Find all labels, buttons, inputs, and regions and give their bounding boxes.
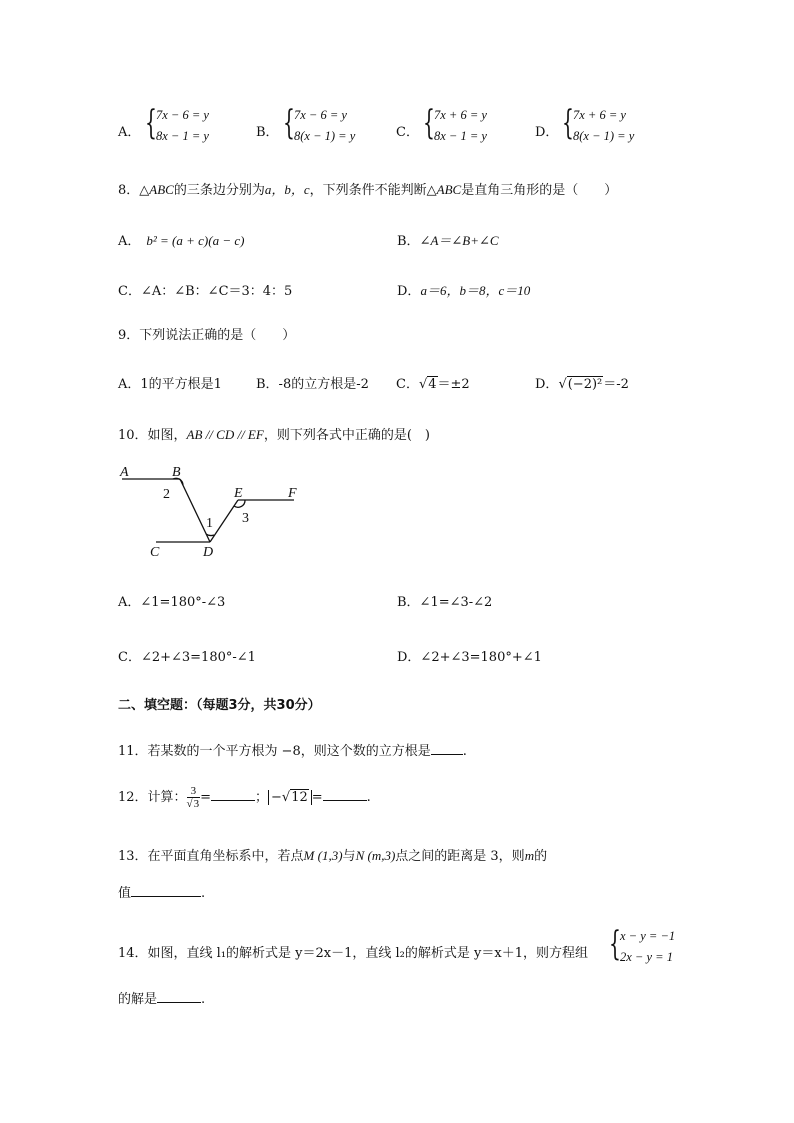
q13-text-2: 与 [342,849,356,864]
q8-b-label: B． [397,234,420,249]
fig-label-e: E [234,486,243,501]
q12 [118,785,371,815]
q13-var-m: m [524,848,535,863]
section-2-title: 二、填空题：（每题3分，共30分） [118,698,321,713]
q10-option-a: A．∠1=180°-∠3 [118,595,226,610]
q12-numerator: 3 [187,785,201,798]
q7-option-c-system: { 7x + 6 = y 8x − 1 = y [423,103,487,143]
q7-c-eq1: 7x + 6 = y [434,108,487,122]
q9-c-radicand: 4 [428,377,437,392]
q13-line-2-text: 值 [118,886,132,901]
q14-end: . [201,992,206,1007]
q8-c-label: C． [118,284,141,299]
q7-b-eq2: 8(x − 1) = y [294,129,356,143]
q12-fraction [187,785,201,810]
q12-denominator: 3 [193,798,200,810]
fig-label-f: F [288,486,297,501]
q9-c-rest: ＝±2 [437,377,470,392]
fig-label-c: C [150,545,160,560]
q13-line-2 [118,882,205,901]
sqrt-icon: √ [558,377,567,392]
q10-stem [118,424,430,443]
fig-label-2: 2 [163,487,170,502]
q12-answer-blank-2[interactable] [323,788,367,801]
q14-line-2-text: 的解是 [118,992,158,1007]
q7-d-eq1: 7x + 6 = y [573,108,626,122]
q8-d-label: D． [397,284,421,299]
q8-stem-text-3: 是直角三角形的是（ ） [461,183,618,198]
q8-d-expr: a＝6，b＝8，c＝10 [420,283,531,298]
q9-d-rest: ＝-2 [603,377,629,392]
q13-text-4: 的 [534,849,548,864]
q11-end: . [462,744,467,759]
q12-equals: = [200,790,211,805]
q8-sides: a，b，c [264,182,310,197]
q9-d-label: D． [535,377,559,392]
fig-label-d: D [203,545,214,560]
q12-minus: − [271,790,282,805]
q10-figure [118,460,318,560]
q7-option-d-label: D． [535,125,559,140]
q9-option-d [535,373,629,392]
q8-c-expr: ∠A：∠B：∠C＝3：4：5 [140,284,293,299]
q14-eq1: x − y = −1 [620,929,676,943]
q10-stem-text-2: ，则下列各式中正确的是( ) [263,428,430,443]
q7-a-eq1: 7x − 6 = y [156,108,209,122]
q10-option-c: C．∠2+∠3=180°-∠1 [118,650,256,665]
q10-option-b: B．∠1=∠3-∠2 [397,595,493,610]
q14-system: { x − y = −1 2x − y = 1 [609,924,676,964]
q9-option-c [396,373,470,392]
q10-stem-text-1: 10．如图， [118,428,187,443]
q13-text-1: 13．在平面直角坐标系中，若点 [118,849,304,864]
q8-a-expr: b² = (a + c)(a − c) [146,233,245,248]
angle-1-arc [206,534,214,536]
q7-a-eq2: 8x − 1 = y [156,129,209,143]
q14-text: 14．如图，直线 l₁的解析式是 y＝2x－1，直线 l₂的解析式是 y＝x＋1，则方程组 [118,946,588,961]
q12-equals-2: = [311,790,323,805]
q7-option-d-system: { 7x + 6 = y 8(x − 1) = y [562,103,635,143]
q8-triangle-2: △ABC [426,182,462,197]
q13-text-3: 点之间的距离是 3，则 [395,849,525,864]
q9-option-b: B．-8的立方根是-2 [256,377,369,392]
fig-label-a: A [120,465,129,480]
q8-stem-text-1: 的三条边分别为 [173,183,265,198]
q10-option-d: D．∠2+∠3=180°+∠1 [397,650,542,665]
q7-option-a-system: { 7x − 6 = y 8x − 1 = y [145,103,209,143]
q8-stem-text-2: ，下列条件不能判断 [309,183,427,198]
q13-answer-blank[interactable] [131,884,201,897]
line-bd [180,479,210,542]
q11 [118,740,467,759]
q8-stem [118,179,617,198]
q8-b-expr: ∠A＝∠B+∠C [419,233,499,248]
q7-option-b-system: { 7x − 6 = y 8(x − 1) = y [283,103,356,143]
q13-end: . [201,886,206,901]
q12-separator: ； [255,790,269,805]
q10-parallel-expr: AB // CD // EF [186,427,264,442]
q12-absolute [268,790,312,805]
q11-answer-blank[interactable] [431,742,463,755]
q8-option-b [397,230,499,249]
q14-eq2: 2x − y = 1 [620,950,673,964]
q8-number: 8． [118,183,140,198]
q9-d-radicand: (−2)² [567,377,603,392]
fig-label-1: 1 [206,516,213,531]
q12-answer-blank-1[interactable] [211,788,255,801]
q14-answer-blank[interactable] [157,990,201,1003]
q7-option-c-label: C． [396,125,419,140]
sqrt-icon: √ [186,798,193,810]
q12-radicand: 12 [291,790,308,805]
q12-end: . [366,790,371,805]
q8-option-d [397,280,530,299]
q11-text-1: 11．若某数的一个平方根为 [118,744,278,759]
q9-c-label: C． [396,377,419,392]
q7-c-eq2: 8x − 1 = y [434,129,487,143]
sqrt-icon: √ [281,790,291,805]
q7-option-a-label: A． [118,125,141,140]
q8-triangle: △ABC [139,182,174,197]
fig-label-3: 3 [242,511,249,526]
q7-option-b-label: B． [256,125,279,140]
q9-stem: 9．下列说法正确的是（ ） [118,328,296,343]
q13-point-m: M (1,3) [303,848,343,863]
q11-text-2: ，则这个数的立方根是 [300,744,431,759]
q13-line-1 [118,845,547,864]
fig-label-b: B [172,465,181,480]
sqrt-icon: √ [418,377,428,392]
q8-option-c [118,280,292,299]
q12-text: 12．计算： [118,790,187,805]
q8-a-label: A． [118,234,141,249]
q7-d-eq2: 8(x − 1) = y [573,129,635,143]
q13-point-n: N (m,3) [355,848,396,863]
q7-b-eq1: 7x − 6 = y [294,108,347,122]
q11-value: −8 [281,744,301,759]
q8-option-a [118,230,244,249]
q14-line-2 [118,988,205,1007]
q9-option-a: A．1的平方根是1 [118,377,222,392]
